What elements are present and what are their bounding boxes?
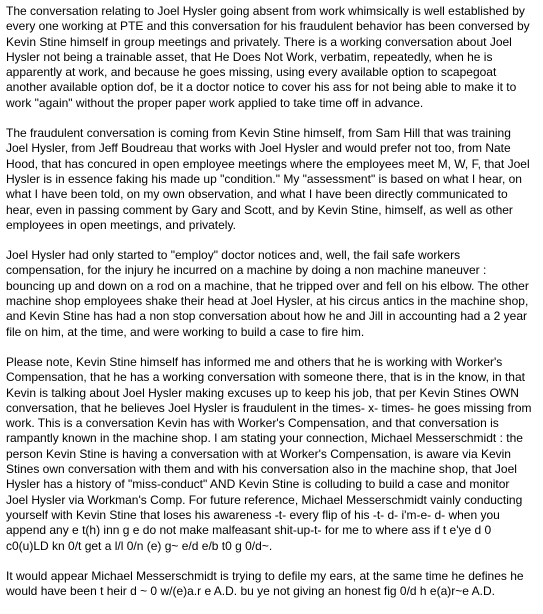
text-line: file on him, at the time, and were working to build a case to fire him. [6, 324, 365, 339]
paragraph-1 [6, 4, 538, 111]
text-line: It would appear Michael Messerschmidt is trying to defile my ears, at the same time he defines he [6, 568, 524, 583]
paragraph-5 [6, 569, 538, 600]
text-line: Compensation, that he has a working conversation with someone there, that is in the know, in that [6, 370, 525, 385]
text-line: The fraudulent conversation is coming from Kevin Stine himself, from Sam Hill that was training [6, 126, 511, 141]
text-line: Joel Hysler via Workman's Comp. For future reference, Michael Messerschmidt vainly conducting [6, 492, 523, 507]
text-line: append any e t(h) inn g e do not make malfeasant shit-up-t- for me to where ass if t e'ye d 0 [6, 523, 492, 538]
text-line: Hysler not being a trainable asset, that He Does Not Work, verbatim, repeatedly, when he is [6, 49, 493, 64]
text-line: every one working at PTE and this conversation for his fraudulent behavior has been conversed by [6, 19, 530, 34]
text-line: Hood, that has concured in open employee meetings where the employees meet M, W, F, that Joel [6, 156, 530, 171]
text-line: rampantly known in the machine shop. I am stating your connection, Michael Messerschmidt : the [6, 431, 523, 446]
text-line: Kevin is talking about Joel Hysler making excuses up to keep his job, that per Kevin Stines OWN [6, 385, 519, 400]
text-line: employees in open meetings, and privately. [6, 217, 236, 232]
text-line: c0(u)LD kn 0/t get a l/l 0/n (e) g~ e/d e/b t0 g 0/d~. [6, 538, 273, 553]
text-line: apparently at work, and because he goes missing, using every available option to scapegoat [6, 65, 497, 80]
text-line: yourself with Kevin Stine that loses his awareness -t- every flip of his -t- d- i'm-e- d- when you [6, 507, 500, 522]
text-line: Please note, Kevin Stine himself has informed me and others that he is working with Worker's [6, 354, 503, 369]
text-line: Joel Hysler, from Jeff Boudreau that works with Joel Hysler and would prefer not too, from Nate [6, 141, 511, 156]
text-line: compensation, for the injury he incurred on a machine by doing a non machine maneuver : [6, 263, 487, 278]
text-line: Stines own conversation with them and with his conversation also in the machine shop, that Joel [6, 462, 517, 477]
text-line: Hysler has a history of "miss-conduct" AND Kevin Stine is colluding to build a case and monitor [6, 477, 510, 492]
text-line: another available option dof, be it a doctor notice to cover his ass for not being able to make it to [6, 80, 517, 95]
text-line: bouncing up and down on a rod on a machine, that he tripped over and fell on his elbow. The other [6, 278, 529, 293]
text-line: Hysler is in essence faking his made up "condition." My "assessment" is based on what I hear, on [6, 171, 522, 186]
text-line: conversation, that he believes Joel Hysler is fraudulent in the times- x- times- he goes missing from [6, 400, 532, 415]
text-line: hear, even in passing comment by Gary and Scott, and by Kevin Stine, himself, as well as other [6, 202, 513, 217]
text-line: work. This is a conversation Kevin has with Worker's Compensation, and that conversation is [6, 416, 499, 431]
text-line: Joel Hysler had only started to "employ" doctor notices and, well, the fail safe workers [6, 248, 461, 263]
text-line: would have been t heir d ~ 0 w/(e)a.r e A.D. bu ye not giving an honest fig 0/d h e(a)r~e A.D. [6, 584, 495, 599]
text-line: person Kevin Stine is having a conversation with at Worker's Compensation, is aware via Kevin [6, 446, 511, 461]
paragraph-4 [6, 355, 538, 554]
paragraph-2 [6, 126, 538, 233]
text-line: machine shop employees shake their head at Joel Hysler, at his circus antics in the machine shop, [6, 294, 529, 309]
text-line: what I have been told, on my own observation, and what I have been directly communicated to [6, 187, 508, 202]
text-line: and Kevin Stine has had a non stop conversation about how he and Jill in accounting had a 2 year [6, 309, 528, 324]
text-line: work "again" without the proper paper work applied to take time off in advance. [6, 95, 424, 110]
text-line: The conversation relating to Joel Hysler going absent from work whimsically is well established by [6, 4, 525, 18]
text-line: Kevin Stine himself in group meetings and privately. There is a working conversation about Joel [6, 34, 512, 49]
document-body [6, 4, 538, 614]
paragraph-3 [6, 248, 538, 340]
